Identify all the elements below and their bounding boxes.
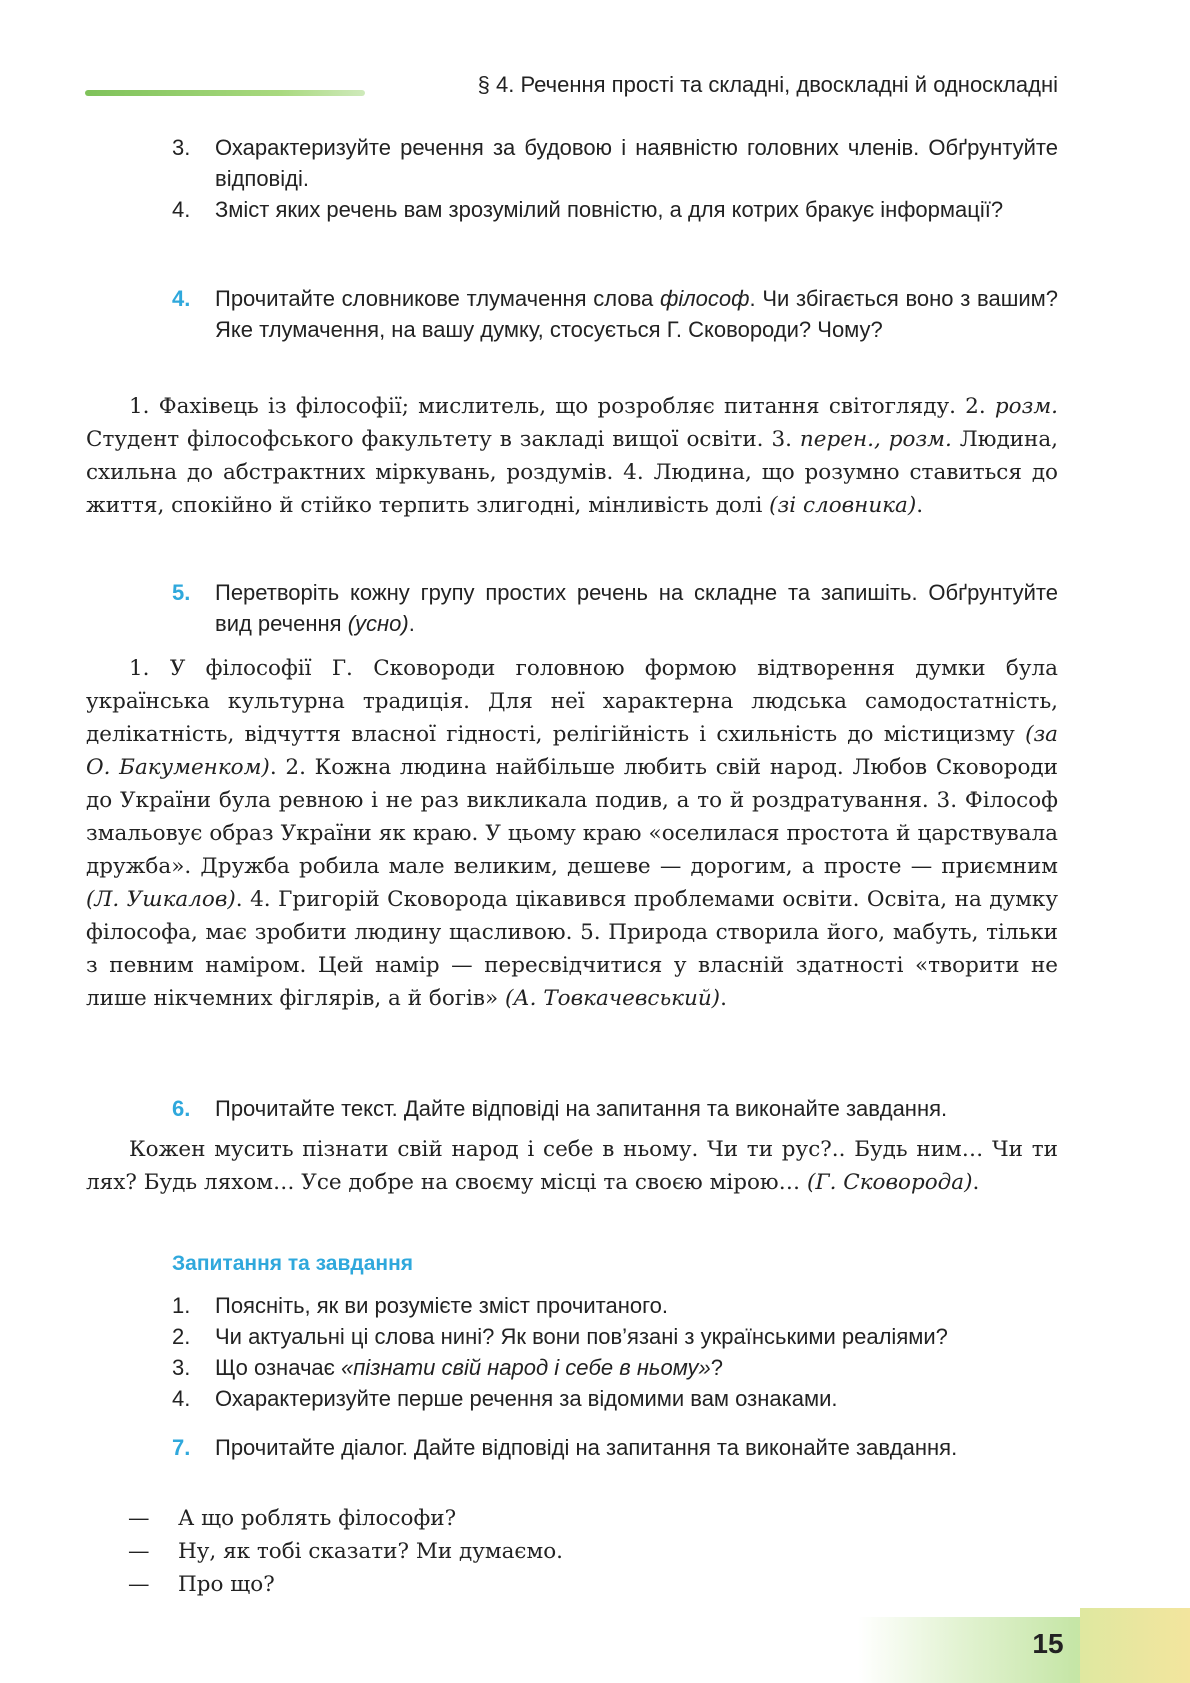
questions-heading: Запитання та завдання [172,1252,414,1275]
source-citation: (А. Товкачевський) [505,986,721,1011]
body-text: 1. У філософії Г. Сковороди головною формою відтворення думки була українська культурна традиція. Для неї характерна людська самодостатність, делікатність, відчуття власної гідності, релігійність і схильність до містицизму [86,656,1058,747]
body-text: Кожен мусить пізнати свій народ і себе в ньому. Чи ти рус?.. Будь ним… Чи ти лях? Будь ляхом… Усе добре на своєму місці та своєю мірою… [86,1137,1058,1195]
list-item [172,1290,1058,1321]
text-paragraph [86,652,1058,1015]
source-citation: (Л. Ушкалов) [86,887,236,912]
text-paragraph [86,1133,1058,1199]
list-item [172,194,1058,225]
task-number: 4. [172,286,191,311]
dialog-text: Про що? [178,1572,275,1597]
item-number: 3. [172,135,191,160]
punctuation: . [972,1170,980,1195]
dialog-dash: — [128,1572,150,1597]
item-text: Зміст яких речень вам зрозумілий повністю, а для котрих бракує інформації? [215,197,1004,222]
task-number: 7. [172,1435,191,1460]
task-term: філософ [659,286,750,311]
definition-text: 1. Фахівець із філософії; мислитель, що розробляє питання світогляду. 2. [129,394,995,419]
definition-paragraph [86,390,1058,522]
body-text: . 2. Кожна людина найбільше любить свій народ. Любов Сковороди до України була ревною і не раз викликала подив, а то й роздратування. 3. Філософ змальовує образ України як краю. У цьому краю «оселилася простота й царствувала дружба». Дружба робила мале великим, дешеве — дорогим, а просте — приємним [86,755,1058,879]
dialog [128,1502,1058,1601]
dialog-line [128,1535,1058,1568]
exercise-5-text [86,652,1058,1015]
dialog-text: А що роблять філософи? [178,1506,457,1531]
dialog-line [128,1502,1058,1535]
item-number: 4. [172,197,191,222]
quoted-phrase: «пізнати свій народ і себе в ньому» [340,1355,711,1380]
item-text: Охарактеризуйте перше речення за відомими вам ознаками. [215,1386,838,1411]
task-text: Прочитайте текст. Дайте відповіді на запитання та виконайте завдання. [215,1096,948,1121]
top-question-list [172,132,1058,225]
running-header: § 4. Речення прості та складні, двоскладні й односкладні [477,72,1058,97]
task-text: . Чи збігається воно з вашим? Яке тлумачення, на вашу думку, стосується Г. Сковороди? Чому? [215,286,1058,342]
body-text: . 4. Григорій Сковорода цікавився проблемами освіти. Освіта, на думку філософа, має зробити людину щасливою. 5. Природа створила його, мабуть, тільки з певним наміром. Цей намір — пересвідчитися у власній здатності «творити не лише нікчемних фіглярів, а й богів» [86,887,1058,1011]
punctuation: . [408,611,415,636]
item-number: 4. [172,1386,191,1411]
header-rule [85,90,365,96]
task-note: (усно) [347,611,409,636]
list-item [172,1321,1058,1352]
label-abbrev: перен., розм. [799,427,952,452]
task-text: Прочитайте словникове тлумачення слова [215,286,660,311]
item-text: Поясніть, як ви розумієте зміст прочитаного. [215,1293,669,1318]
source-citation: (за О. Бакуменком) [86,722,1058,780]
task-5 [172,577,1058,639]
questions-list [172,1290,1058,1414]
item-text: Чи актуальні ці слова нині? Як вони пов’язані з українськими реаліями? [215,1324,948,1349]
dialog-dash: — [128,1506,150,1531]
task-number: 6. [172,1096,191,1121]
item-text: Охарактеризуйте речення за будовою і наявністю головних членів. Обґрунтуйте відповіді. [215,135,1058,191]
item-text: ? [710,1355,724,1380]
list-item [172,1383,1058,1414]
task-text: Прочитайте діалог. Дайте відповіді на запитання та виконайте завдання. [215,1435,958,1460]
item-number: 2. [172,1324,191,1349]
task-7 [172,1432,1058,1463]
list-item [172,1352,1058,1383]
source-citation: (зі словника) [769,493,917,518]
label-abbrev: розм. [994,394,1058,419]
definition-text: Людина, схильна до абстрактних міркувань, роздумів. 4. Людина, що розумно ставиться до життя, спокійно й стійко терпить злигодні, мінливість долі [86,427,1058,518]
definition-text: Студент філософського факультету в закладі вищої освіти. 3. [86,427,800,452]
source-citation: (Г. Сковорода) [806,1170,973,1195]
item-number: 1. [172,1293,191,1318]
page-corner-accent [1080,1608,1190,1683]
dialog-line [128,1568,1058,1601]
dialog-dash: — [128,1539,150,1564]
dictionary-definition [86,390,1058,522]
item-number: 3. [172,1355,191,1380]
list-item [172,132,1058,194]
item-text: Що означає [215,1355,341,1380]
task-6 [172,1093,1058,1124]
punctuation: . [720,986,727,1011]
task-4 [172,283,1058,345]
task-number: 5. [172,580,191,605]
page-number: 15 [1032,1628,1064,1659]
exercise-6-text [86,1133,1058,1199]
task-text: Перетворіть кожну групу простих речень на складне та запишіть. Обґрунтуйте вид речення [215,580,1058,636]
dialog-text: Ну, як тобі сказати? Ми думаємо. [178,1539,563,1564]
punctuation: . [916,493,924,518]
